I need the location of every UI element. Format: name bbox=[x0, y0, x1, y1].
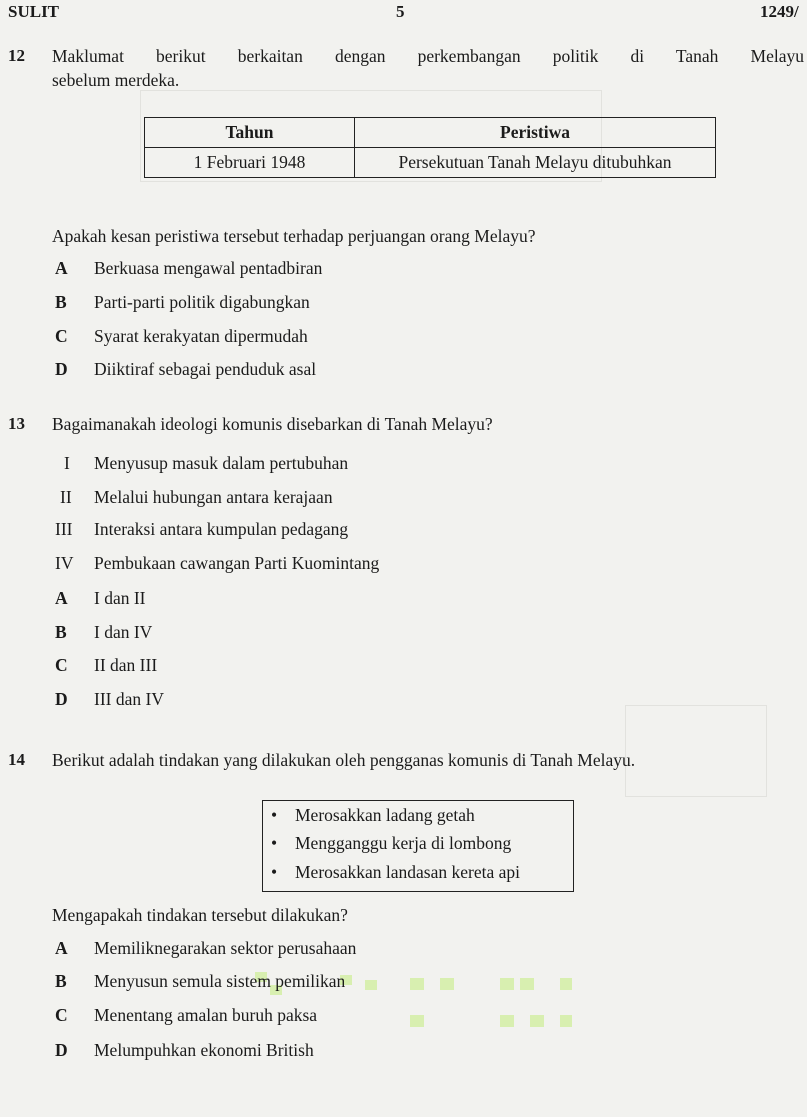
question-number: 13 bbox=[8, 414, 25, 433]
question-stem: Maklumat berikut berkaitan dengan perkembangan politik di Tanah Melayu bbox=[52, 46, 804, 66]
option-label[interactable]: C bbox=[55, 655, 68, 675]
statement-label: III bbox=[55, 519, 73, 539]
actions-box bbox=[262, 800, 574, 892]
list-item: • Merosakkan ladang getah bbox=[271, 805, 475, 825]
question-stem: sebelum merdeka. bbox=[52, 70, 180, 90]
option-label[interactable]: C bbox=[55, 1005, 68, 1025]
question-number: 14 bbox=[8, 750, 25, 769]
option-text[interactable]: I dan II bbox=[94, 588, 146, 608]
bullet-icon: • bbox=[271, 833, 278, 853]
statement-text: Interaksi antara kumpulan pedagang bbox=[94, 519, 349, 539]
table-cell: 1 Februari 1948 bbox=[145, 148, 355, 178]
statement-label: IV bbox=[55, 553, 74, 573]
option-text[interactable]: I dan IV bbox=[94, 622, 153, 642]
option-text[interactable]: Menentang amalan buruh paksa bbox=[94, 1005, 318, 1025]
option-text[interactable]: Diiktiraf sebagai penduduk asal bbox=[94, 359, 317, 379]
list-item: • Mengganggu kerja di lombong bbox=[271, 833, 512, 853]
option-label[interactable]: C bbox=[55, 326, 68, 346]
question-stem: Bagaimanakah ideologi komunis disebarkan di Tanah Melayu? bbox=[52, 414, 493, 434]
statement-text: Melalui hubungan antara kerajaan bbox=[94, 487, 333, 507]
statement-text: Pembukaan cawangan Parti Kuomintang bbox=[94, 553, 380, 573]
option-text[interactable]: Memiliknegarakan sektor perusahaan bbox=[94, 938, 357, 958]
paper-code: 1249/ bbox=[760, 2, 799, 21]
option-label[interactable]: D bbox=[55, 1040, 68, 1060]
table-header: Peristiwa bbox=[355, 118, 716, 148]
option-text[interactable]: Menyusun semula sistem pemilikan bbox=[94, 971, 346, 991]
option-label[interactable]: B bbox=[55, 971, 67, 991]
header-sulit: SULIT bbox=[8, 2, 60, 21]
table-cell: Persekutuan Tanah Melayu ditubuhkan bbox=[355, 148, 716, 178]
option-text[interactable]: Melumpuhkan ekonomi British bbox=[94, 1040, 314, 1060]
option-text[interactable]: Syarat kerakyatan dipermudah bbox=[94, 326, 308, 346]
question-prompt: Mengapakah tindakan tersebut dilakukan? bbox=[52, 905, 348, 925]
option-label[interactable]: D bbox=[55, 689, 68, 709]
option-text[interactable]: Parti-parti politik digabungkan bbox=[94, 292, 310, 312]
question-stem: Berikut adalah tindakan yang dilakukan oleh pengganas komunis di Tanah Melayu. bbox=[52, 750, 636, 770]
option-label[interactable]: A bbox=[55, 938, 68, 958]
option-label[interactable]: B bbox=[55, 292, 67, 312]
option-label[interactable]: D bbox=[55, 359, 68, 379]
option-label[interactable]: B bbox=[55, 622, 67, 642]
bullet-icon: • bbox=[271, 805, 278, 825]
question-number: 12 bbox=[8, 46, 25, 65]
option-text[interactable]: II dan III bbox=[94, 655, 158, 675]
list-item: • Merosakkan landasan kereta api bbox=[271, 862, 520, 882]
question-prompt: Apakah kesan peristiwa tersebut terhadap perjuangan orang Melayu? bbox=[52, 226, 536, 246]
statement-text: Menyusup masuk dalam pertubuhan bbox=[94, 453, 349, 473]
option-label[interactable]: A bbox=[55, 588, 68, 608]
page-number: 5 bbox=[396, 2, 405, 21]
table-header: Tahun bbox=[145, 118, 355, 148]
bullet-icon: • bbox=[271, 862, 278, 882]
statement-label: II bbox=[60, 487, 72, 507]
bleed-through-shadow bbox=[625, 705, 767, 797]
option-text[interactable]: III dan IV bbox=[94, 689, 164, 709]
statement-label: I bbox=[64, 453, 70, 473]
option-label[interactable]: A bbox=[55, 258, 68, 278]
option-text[interactable]: Berkuasa mengawal pentadbiran bbox=[94, 258, 323, 278]
event-table bbox=[144, 117, 716, 178]
